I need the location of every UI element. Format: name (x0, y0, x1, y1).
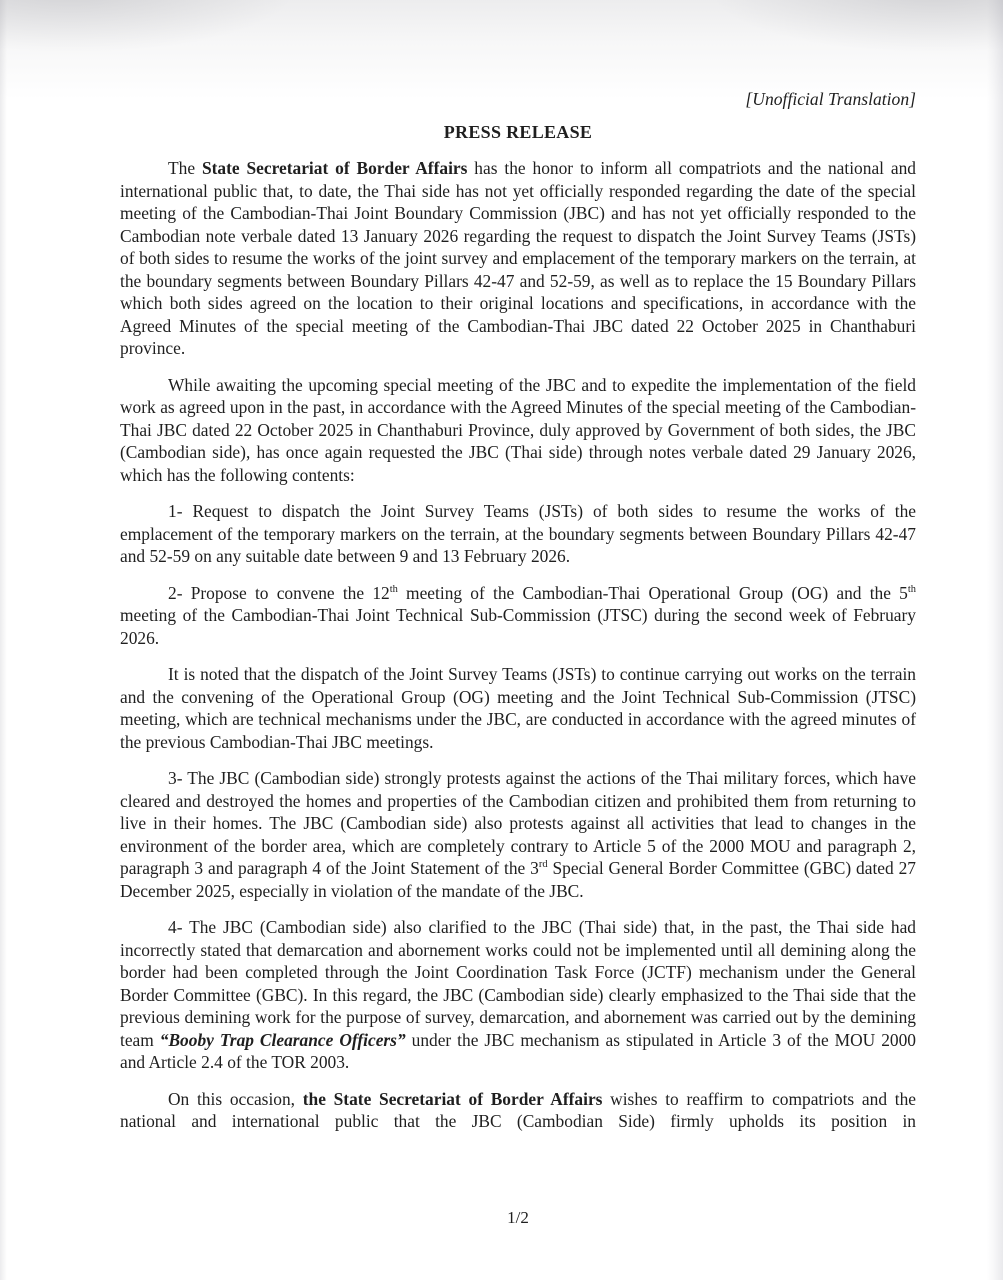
paragraph-awaiting-meeting (120, 374, 916, 487)
text-run: 2- Propose to convene the 12 (168, 582, 390, 603)
text-run: has the honor to inform all compatriots and the national and international public that, to date, the Thai side has not yet officially responded regarding the date of the special meeting of the Cambodian-Thai Joint Boundary Commission (JBC) and has not yet officially responded to the Cambodian note verbale dated 13 January 2026 regarding the request to dispatch the Joint Survey Teams (JSTs) of both sides to resume the works of the joint survey and emplacement of the temporary markers on the terrain, at the boundary segments between Boundary Pillars 42-47 and 52-59, as well as to replace the 15 Boundary Pillars which both sides agreed on the location to their original locations and specifications, in accordance with the Agreed Minutes of the special meeting of the Cambodian-Thai JBC dated 22 October 2025 in Chanthaburi province. (120, 158, 916, 358)
text-run: rd (538, 859, 548, 871)
text-run: under the JBC mechanism as stipulated in Article 3 of the MOU 2000 and Article 2.4 of the TOR 2003. (120, 1029, 916, 1072)
text-run: Special General Border Committee (GBC) dated 27 December 2025, especially in violation of the mandate of the JBC. (120, 858, 916, 901)
text-run: the State Secretariat of Border Affairs (302, 1088, 603, 1109)
text-run: 3- The JBC (Cambodian side) strongly protests against the actions of the Thai military forces, which have cleared and destroyed the homes and properties of the Cambodian citizen and prohibited them from returning to live in their homes. The JBC (Cambodian side) also protests against all activities that lead to changes in the environment of the border area, which are completely contrary to Article 5 of the 2000 MOU and paragraph 2, paragraph 3 and paragraph 4 of the Joint Statement of the 3 (120, 768, 916, 878)
paragraph-item-4 (120, 916, 916, 1074)
paragraph-item-2 (120, 582, 916, 650)
text-run: wishes to reaffirm to compatriots and the national and international public that the JBC (Cambodian Side) firmly upholds its position in (120, 1088, 916, 1131)
text-run: “Booby Trap Clearance Officers” (159, 1029, 406, 1050)
text-run: meeting of the Cambodian-Thai Operational Group (OG) and the 5 (397, 582, 908, 603)
text-run: While awaiting the upcoming special meeting of the JBC and to expedite the implementation of the field work as agreed upon in the past, in accordance with the Agreed Minutes of the special meeting of the Cambodian-Thai JBC dated 22 October 2025 in Chanthaburi Province, duly approved by Government of both sides, the JBC (Cambodian side), has once again requested the JBC (Thai side) through notes verbale dated 29 January 2026, which has the following contents: (120, 374, 916, 485)
text-run: The (168, 158, 202, 178)
text-run: th (907, 583, 916, 595)
text-run: meeting of the Cambodian-Thai Joint Technical Sub-Commission (JTSC) during the second week of February 2026. (120, 605, 916, 648)
paragraph-item-1 (120, 500, 916, 568)
text-run: 4- The JBC (Cambodian side) also clarified to the JBC (Thai side) that, in the past, the Thai side had incorrectly stated that demarcation and abornement works could not be implemented until all demining along the border had been completed through the Joint Coordination Task Force (JCTF) mechanism under the General Border Committee (GBC). In this regard, the JBC (Cambodian side) clearly emphasized to the Thai side that the previous demining work for the purpose of survey, demarcation, and abornement was carried out by the demining team (120, 917, 916, 1050)
text-run: State Secretariat of Border Affairs (201, 158, 468, 178)
document-body (120, 157, 916, 1133)
paragraph-intro (120, 157, 916, 360)
document-content (120, 88, 916, 1133)
unofficial-translation-note: [Unofficial Translation] (745, 89, 916, 109)
text-run: 1- Request to dispatch the Joint Survey Teams (JSTs) of both sides to resume the works of the emplacement of the temporary markers on the terrain, at the boundary segments between Boundary Pillars 42-47 and 52-59 on any suitable date between 9 and 13 February 2026. (120, 501, 916, 566)
page-number: 1/2 (507, 1208, 529, 1227)
text-run: It is noted that the dispatch of the Joint Survey Teams (JSTs) to continue carrying out works on the terrain and the convening of the Operational Group (OG) meeting and the Joint Technical Sub-Commission (JTSC) meeting, which are technical mechanisms under the JBC, are conducted in accordance with the agreed minutes of the previous Cambodian-Thai JBC meetings. (120, 664, 916, 752)
page-title: PRESS RELEASE (443, 122, 593, 142)
paragraph-it-is-noted (120, 663, 916, 753)
text-run: th (389, 583, 398, 595)
paragraph-item-3 (120, 767, 916, 902)
text-run: On this occasion, (168, 1088, 303, 1109)
paragraph-closing (120, 1088, 916, 1133)
